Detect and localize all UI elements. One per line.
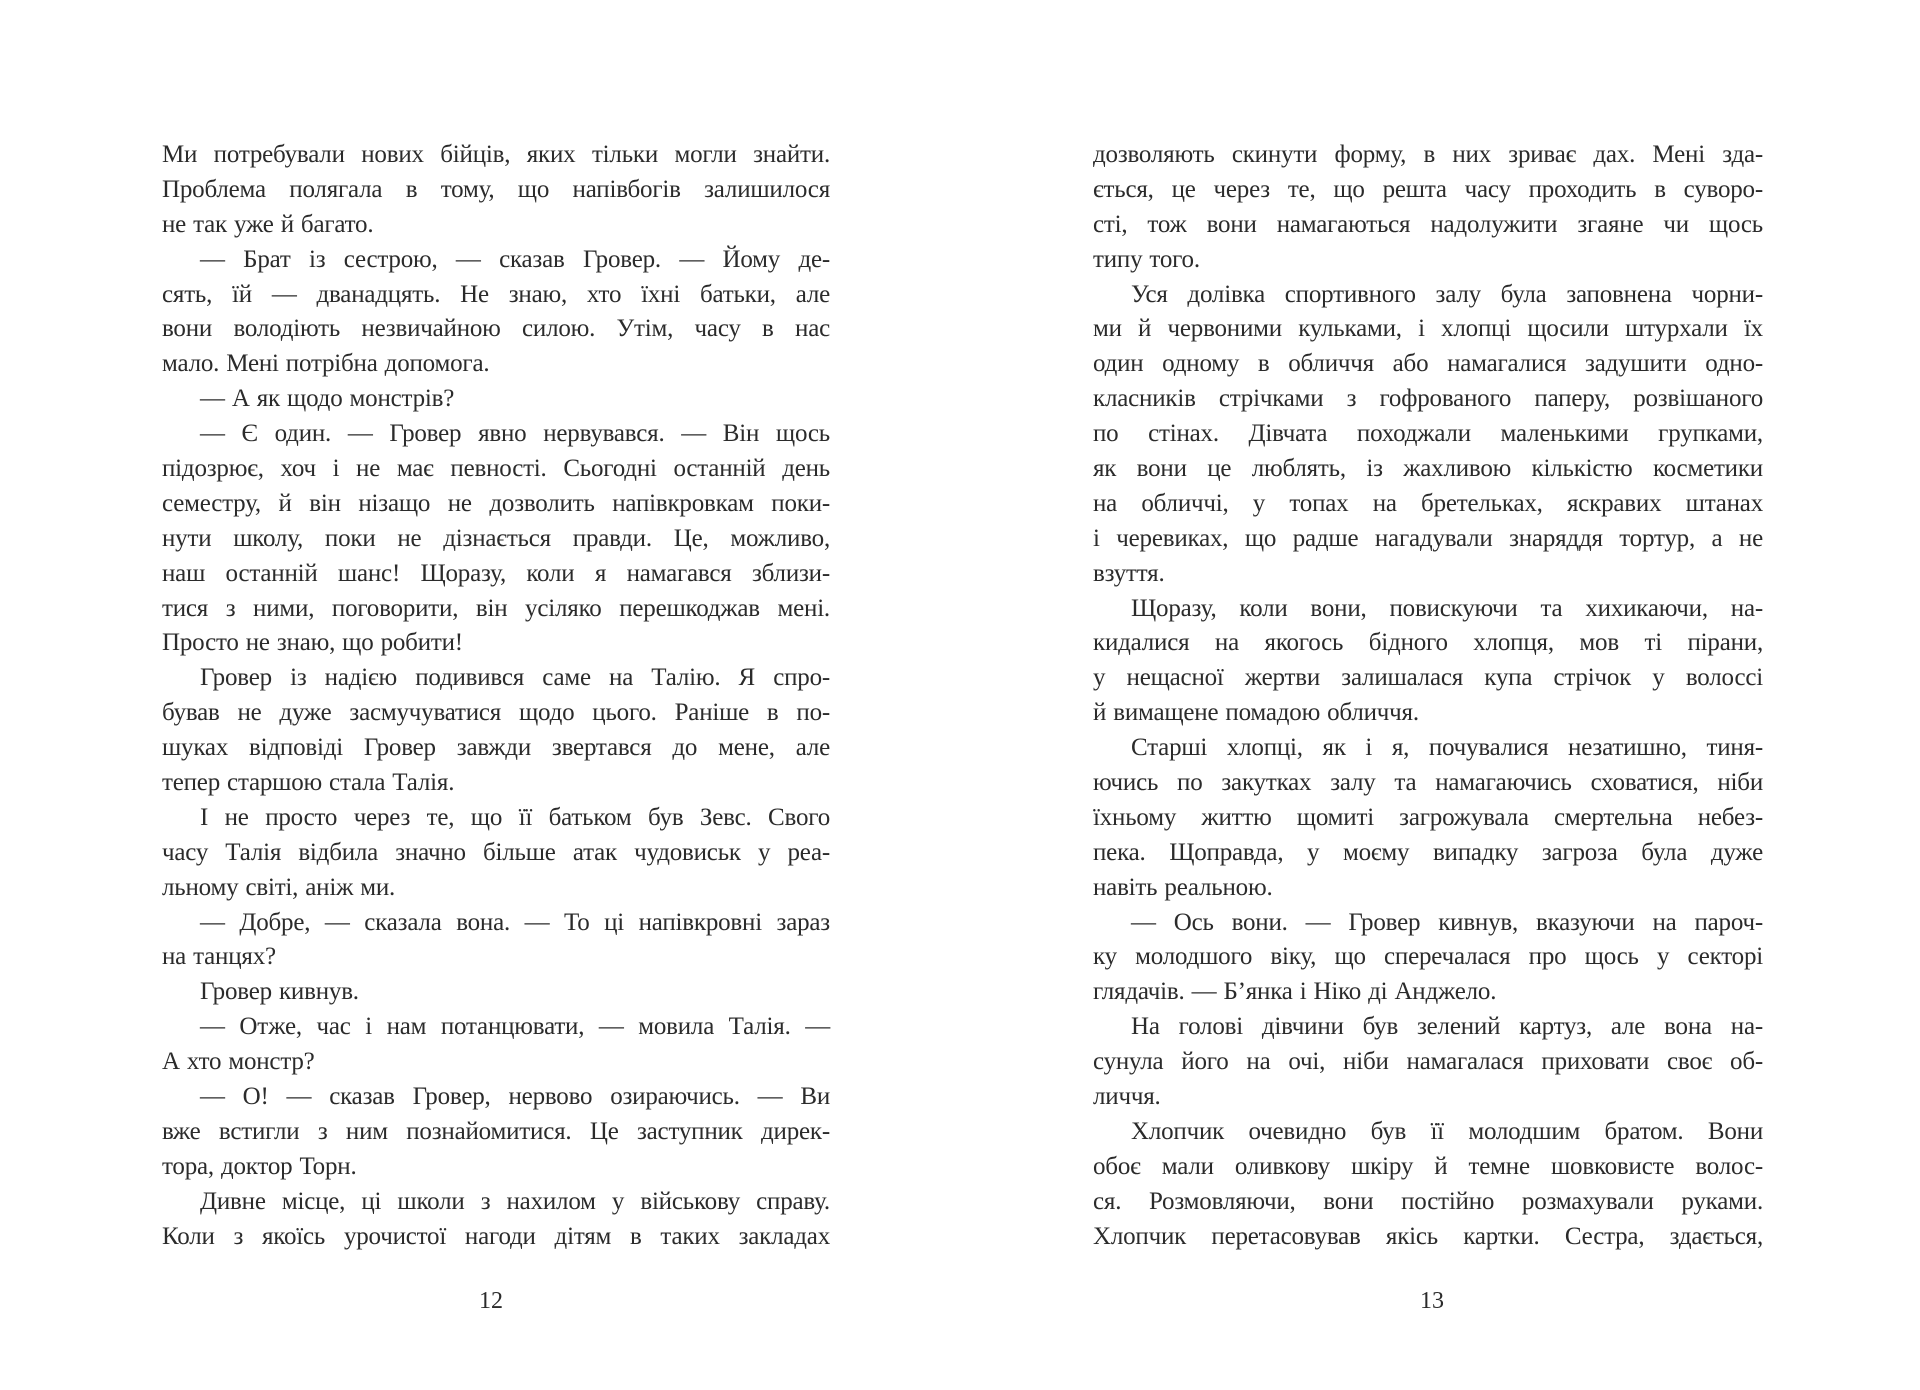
text-line: На голові дівчини був зелений картуз, але вона на-: [1131, 1013, 1763, 1041]
text-line: Старші хлопці, як і я, почувалися незатишно, тиня-: [1131, 734, 1763, 762]
text-line: ється, це через те, що решта часу проходить в суворо-: [1093, 175, 1763, 203]
text-line: — Добре, — сказала вона. — То ці напівкровні зараз: [200, 908, 830, 936]
text-line: навіть реальною.: [1093, 873, 1273, 901]
text-line: як вони це люблять, із жахливою кількістю косметики: [1093, 455, 1763, 483]
text-line: — Є один. — Гровер явно нервувався. — Він щось: [200, 420, 830, 448]
text-line: І не просто через те, що її батьком був Зевс. Свого: [200, 803, 830, 831]
text-line: дозволяють скинути форму, в них зриває дах. Мені зда-: [1093, 141, 1763, 168]
text-line: класників стрічками з гофрованого паперу, розвішаного: [1093, 385, 1763, 413]
text-line: мало. Мені потрібна допомога.: [162, 350, 490, 378]
text-line: тепер старшою стала Талія.: [162, 769, 455, 797]
text-line: Щоразу, коли вони, повискуючи та хихикаючи, на-: [1131, 594, 1763, 622]
text-line: Хлопчик перетасовував якісь картки. Сестра, здається,: [1093, 1222, 1763, 1250]
text-line: їхньому життю щомиті загрожувала смертельна небез-: [1093, 803, 1763, 831]
text-line: бував не дуже засмучуватися щодо цього. Раніше в по-: [162, 699, 830, 727]
text-line: наш останній шанс! Щоразу, коли я намагався зблизи-: [162, 559, 830, 587]
text-line: — А як щодо монстрів?: [200, 385, 455, 413]
text-line: Дивне місце, ці школи з нахилом у військову справу.: [200, 1187, 830, 1215]
text-line: — Отже, час і нам потанцювати, — мовила Талія. —: [200, 1013, 830, 1041]
text-line: не так уже й багато.: [162, 210, 374, 238]
text-line: личчя.: [1093, 1083, 1161, 1111]
text-line: ку молодшого віку, що сперечалася про щось у секторі: [1093, 943, 1763, 971]
text-line: обоє мали оливкову шкіру й темне шовковисте волос-: [1093, 1152, 1763, 1180]
right-page-number: 13: [1420, 1288, 1444, 1314]
text-line: — Ось вони. — Гровер кивнув, вказуючи на пароч-: [1131, 908, 1763, 936]
text-line: взуття.: [1093, 559, 1165, 587]
text-line: й вимащене помадою обличчя.: [1093, 699, 1419, 727]
text-line: нути школу, поки не дізнається правди. Це, можливо,: [162, 524, 830, 552]
text-line: на танцях?: [162, 943, 276, 971]
text-line: по стінах. Дівчата походжали маленькими групками,: [1093, 420, 1763, 448]
text-line: підозрює, хоч і не має певності. Сьогодні останній день: [162, 455, 830, 483]
text-line: ми й червоними кульками, і хлопці щосили штурхали їх: [1093, 315, 1763, 343]
text-line: Проблема полягала в тому, що напівбогів залишилося: [162, 175, 830, 203]
text-line: типу того.: [1093, 245, 1200, 273]
left-page-text: [162, 138, 830, 1255]
text-line: кидалися на якогось бідного хлопця, мов ті пірани,: [1093, 629, 1763, 657]
text-line: сті, тож вони намагаються надолужити згаяне чи щось: [1093, 210, 1763, 238]
text-line: на обличчі, у топах на бретельках, яскравих штанах: [1093, 489, 1763, 517]
text-line: часу Талія відбила значно більше атак чудовиськ у реа-: [162, 838, 830, 866]
text-line: — О! — сказав Гровер, нервово озираючись. — Ви: [200, 1083, 830, 1111]
text-line: ючись по закутках залу та намагаючись сховатися, ніби: [1093, 769, 1763, 797]
text-line: тора, доктор Торн.: [162, 1152, 357, 1180]
text-line: і черевиках, що радше нагадували знаряддя тортур, а не: [1093, 524, 1763, 552]
text-line: сунула його на очі, ніби намагалася приховати своє об-: [1093, 1048, 1763, 1076]
text-line: вже встигли з ним познайомитися. Це заступник дирек-: [162, 1117, 830, 1145]
text-line: шуках відповіді Гровер завжди звертався до мене, але: [162, 734, 830, 762]
text-line: у нещасної жертви залишалася купа стрічок у волоссі: [1093, 664, 1763, 692]
text-line: Ми потребували нових бійців, яких тільки могли знайти.: [162, 141, 830, 168]
text-line: глядачів. — Б’янка і Ніко ді Анджело.: [1093, 978, 1497, 1006]
text-line: Уся долівка спортивного залу була заповнена чорни-: [1131, 280, 1763, 308]
text-line: Коли з якоїсь урочистої нагоди дітям в таких закладах: [162, 1222, 830, 1250]
text-line: один одному в обличчя або намагалися задушити одно-: [1093, 350, 1763, 378]
text-line: Гровер із надією подивився саме на Талію. Я спро-: [200, 664, 830, 692]
text-line: Хлопчик очевидно був її молодшим братом. Вони: [1131, 1117, 1763, 1145]
text-line: вони володіють незвичайною силою. Утім, часу в нас: [162, 315, 830, 343]
text-line: Гровер кивнув.: [200, 978, 359, 1006]
text-line: — Брат із сестрою, — сказав Гровер. — Йому де-: [200, 245, 830, 273]
text-line: Просто не знаю, що робити!: [162, 629, 463, 657]
text-line: семестру, й він нізащо не дозволить напівкровкам поки-: [162, 489, 830, 517]
text-line: сять, їй — дванадцять. Не знаю, хто їхні батьки, але: [162, 280, 830, 308]
text-line: тися з ними, поговорити, він усіляко перешкоджав мені.: [162, 594, 830, 622]
text-line: пека. Щоправда, у моєму випадку загроза була дуже: [1093, 838, 1763, 866]
text-line: льному світі, аніж ми.: [162, 873, 396, 901]
right-page-text: [1093, 138, 1763, 1255]
text-line: А хто монстр?: [162, 1048, 315, 1076]
text-line: ся. Розмовляючи, вони постійно розмахували руками.: [1093, 1187, 1763, 1215]
left-page-number: 12: [479, 1288, 503, 1314]
